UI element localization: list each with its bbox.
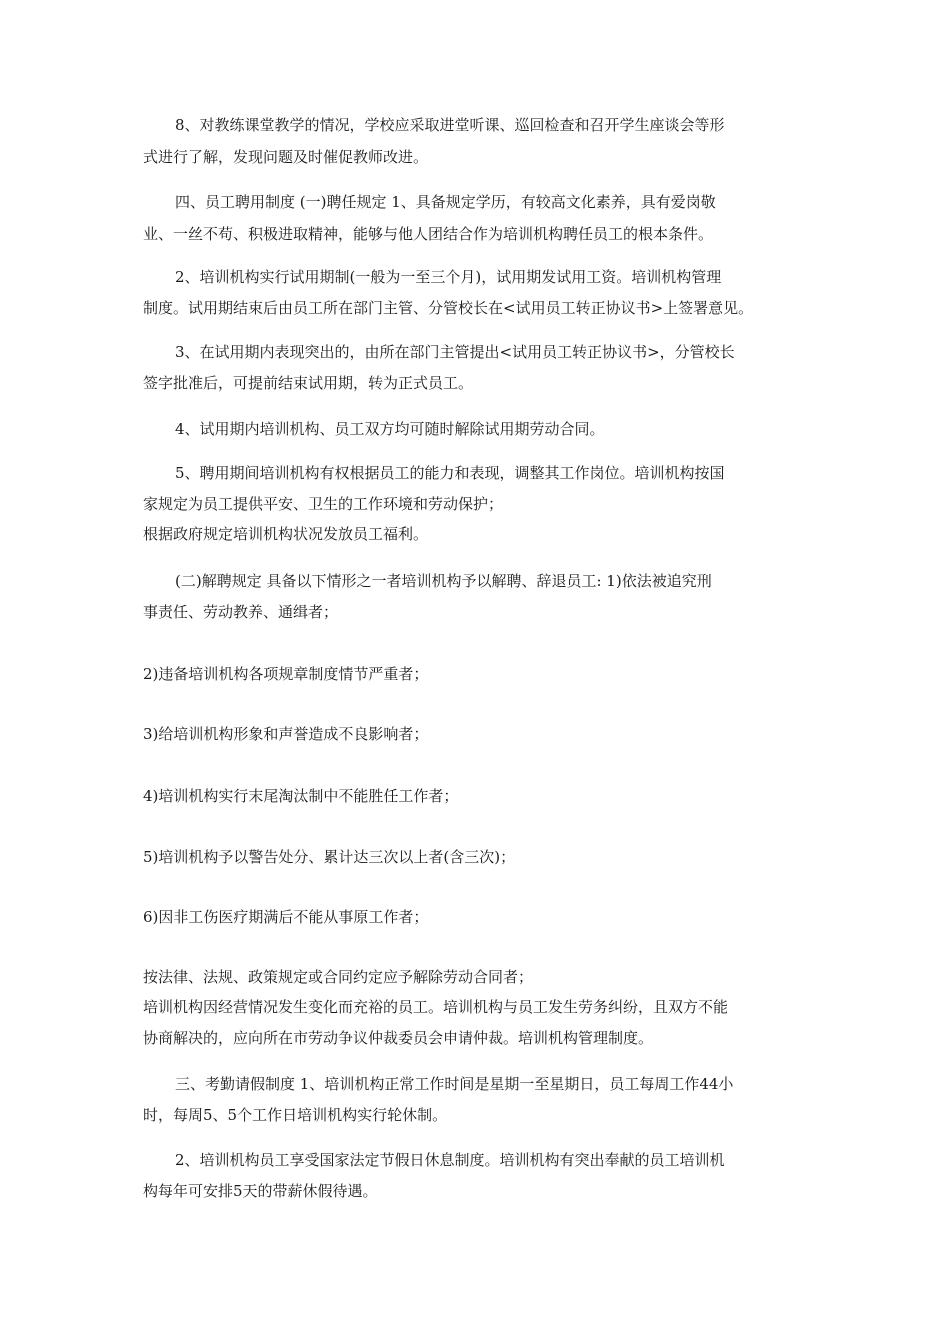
text-line: 事责任、劳动教养、通缉者； [143,603,339,621]
text-line: 签字批准后，可提前结束试用期，转为正式员工。 [143,374,474,392]
text-line: 根据政府规定培训机构状况发放员工福利。 [143,525,429,543]
text-line: 时，每周5、5个工作日培训机构实行轮休制。 [143,1106,448,1124]
text-line: 3、在试用期内表现突出的，由所在部门主管提出<试用员工转正协议书>，分管校长 [175,343,735,361]
text-line: 构每年可安排5天的带薪休假待遇。 [143,1182,378,1200]
text-line: 家规定为员工提供平安、卫生的工作环境和劳动保护； [143,495,504,513]
text-line: 2、培训机构实行试用期制(一般为一至三个月)，试用期发试用工资。培训机构管理 [175,268,722,286]
text-line: 三、考勤请假制度 1、培训机构正常工作时间是星期一至星期日，员工每周工作44小 [175,1075,734,1093]
text-line: 制度。试用期结束后由员工所在部门主管、分管校长在<试用员工转正协议书>上签署意见。 [143,299,754,317]
text-line: 2)违备培训机构各项规章制度情节严重者； [143,665,429,683]
text-line: 4)培训机构实行末尾淘汰制中不能胜任工作者； [143,787,459,805]
text-line: 4、试用期内培训机构、员工双方均可随时解除试用期劳动合同。 [175,420,605,438]
text-line: 5)培训机构予以警告处分、累计达三次以上者(含三次)； [143,848,516,866]
text-line: 8、对教练课堂教学的情况，学校应采取进堂听课、巡回检查和召开学生座谈会等形 [175,116,725,134]
text-line: 四、员工聘用制度 (一)聘任规定 1、具备规定学历，有较高文化素养，具有爱岗敬 [175,193,716,211]
text-line: 3)给培训机构形象和声誉造成不良影响者； [143,725,429,743]
text-line: (二)解聘规定 具备以下情形之一者培训机构予以解聘、辞退员工: 1)依法被追究刑 [175,572,712,590]
text-line: 业、一丝不苟、积极进取精神，能够与他人团结合作为培训机构聘任员工的根本条件。 [143,225,714,243]
text-line: 培训机构因经营情况发生变化而充裕的员工。培训机构与员工发生劳务纠纷，且双方不能 [143,998,729,1016]
text-line: 2、培训机构员工享受国家法定节假日休息制度。培训机构有突出奉献的员工培训机 [175,1151,725,1169]
text-line: 协商解决的，应向所在市劳动争议仲裁委员会申请仲裁。培训机构管理制度。 [143,1029,654,1047]
text-line: 按法律、法规、政策规定或合同约定应予解除劳动合同者； [143,968,534,986]
text-line: 5、聘用期间培训机构有权根据员工的能力和表现，调整其工作岗位。培训机构按国 [175,464,725,482]
text-line: 式进行了解，发现问题及时催促教师改进。 [143,148,429,166]
text-line: 6)因非工伤医疗期满后不能从事原工作者； [143,908,429,926]
